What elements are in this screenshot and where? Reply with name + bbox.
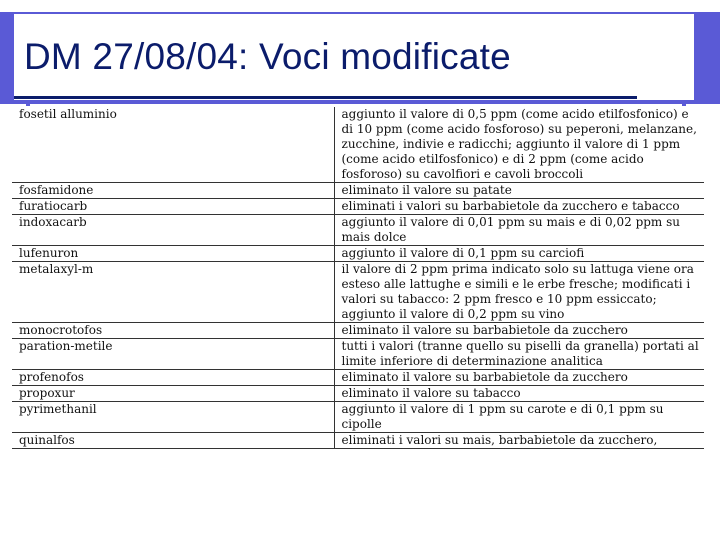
table-row — [12, 323, 704, 339]
table-row — [12, 370, 704, 386]
change-description-cell: eliminati i valori su mais, barbabietole da zucchero, — [334, 433, 704, 449]
change-description-cell: eliminati i valori su barbabietole da zucchero e tabacco — [334, 199, 704, 215]
table-row — [12, 433, 704, 449]
accent-mark-right — [682, 100, 686, 106]
table-row — [12, 246, 704, 262]
substance-name-cell: fosetil alluminio — [12, 107, 334, 183]
table-body — [12, 107, 704, 449]
table-row — [12, 386, 704, 402]
change-description-cell: aggiunto il valore di 0,1 ppm su carciofi — [334, 246, 704, 262]
table-row — [12, 262, 704, 323]
change-description-cell: aggiunto il valore di 0,01 ppm su mais e di 0,02 ppm su mais dolce — [334, 215, 704, 246]
change-description-cell: il valore di 2 ppm prima indicato solo su lattuga viene ora esteso alle lattughe e simili e le erbe fresche; modificati i valori su tabacco: 2 ppm fresco e 10 ppm essiccato; aggiunto il valore di 0,2 ppm su vino — [334, 262, 704, 323]
change-description-cell: eliminato il valore su patate — [334, 183, 704, 199]
accent-mark-left — [26, 100, 30, 106]
title-underline — [14, 96, 637, 99]
substance-name-cell: paration-metile — [12, 339, 334, 370]
table-row — [12, 183, 704, 199]
substance-name-cell: metalaxyl-m — [12, 262, 334, 323]
table-row — [12, 339, 704, 370]
pesticide-changes-table — [12, 107, 704, 449]
substance-name-cell: lufenuron — [12, 246, 334, 262]
change-description-cell: eliminato il valore su barbabietole da zucchero — [334, 370, 704, 386]
substance-name-cell: propoxur — [12, 386, 334, 402]
table-row — [12, 107, 704, 183]
change-description-cell: eliminato il valore su tabacco — [334, 386, 704, 402]
substance-name-cell: furatiocarb — [12, 199, 334, 215]
substance-name-cell: profenofos — [12, 370, 334, 386]
table-row — [12, 402, 704, 433]
substance-name-cell: pyrimethanil — [12, 402, 334, 433]
pesticide-changes-table-container — [12, 107, 704, 449]
change-description-cell: aggiunto il valore di 1 ppm su carote e di 0,1 ppm su cipolle — [334, 402, 704, 433]
table-row — [12, 215, 704, 246]
change-description-cell: tutti i valori (tranne quello su piselli da granella) portati al limite inferiore di determinazione analitica — [334, 339, 704, 370]
slide-title: DM 27/08/04: Voci modificate — [24, 36, 511, 77]
substance-name-cell: quinalfos — [12, 433, 334, 449]
change-description-cell: eliminato il valore su barbabietole da zucchero — [334, 323, 704, 339]
change-description-cell: aggiunto il valore di 0,5 ppm (come acido etilfosfonico) e di 10 ppm (come acido fosforoso) su peperoni, melanzane, zucchine, indivie e radicchi; aggiunto il valore di 1 ppm (come acido etilfosfonico) e di 2 ppm (come acido fosforoso) su cavolfiori e cavoli broccoli — [334, 107, 704, 183]
table-row — [12, 199, 704, 215]
substance-name-cell: fosfamidone — [12, 183, 334, 199]
substance-name-cell: monocrotofos — [12, 323, 334, 339]
substance-name-cell: indoxacarb — [12, 215, 334, 246]
